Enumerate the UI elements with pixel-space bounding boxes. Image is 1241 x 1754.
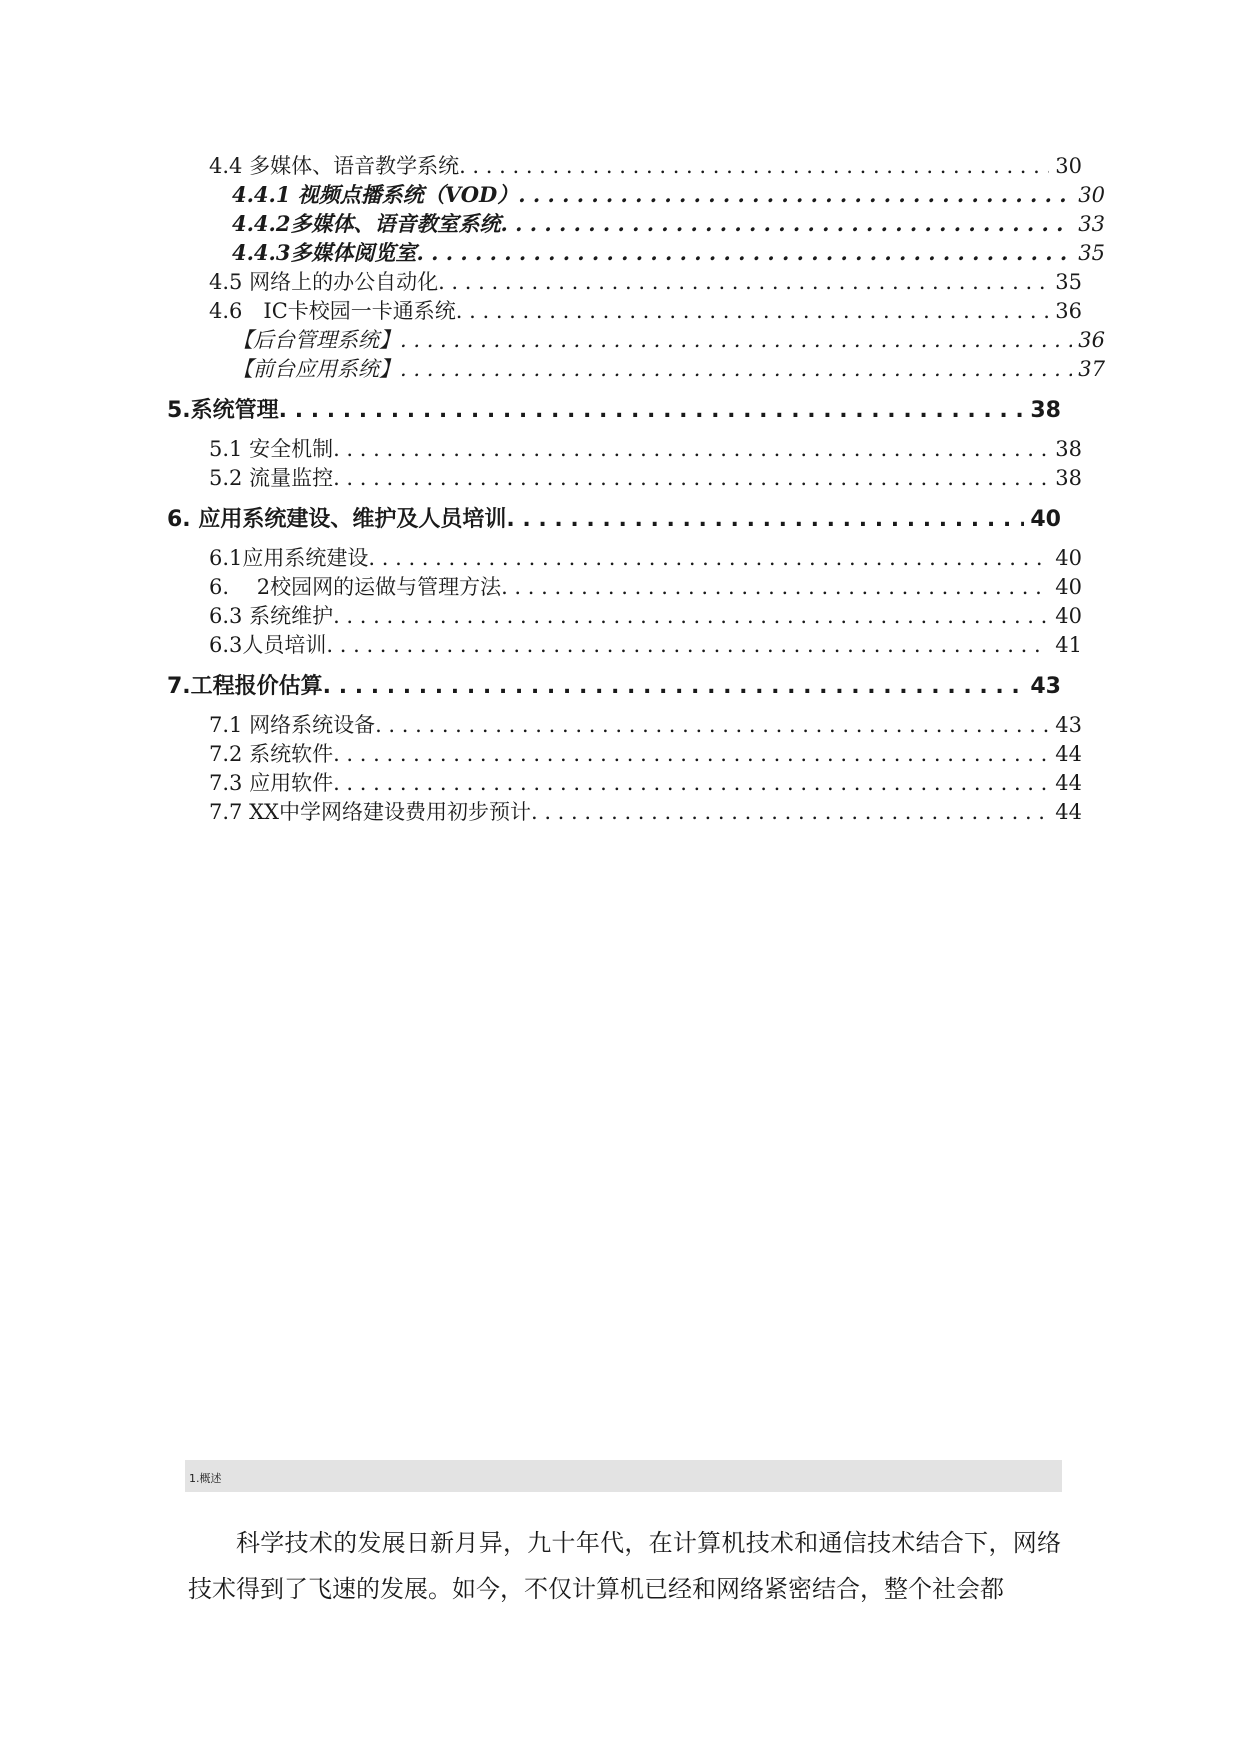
toc-leader-dots [459,154,1049,178]
toc-leader-dots [456,299,1050,323]
toc-leader-dots [333,742,1049,766]
toc-entry-title: 5.系统管理 [167,398,279,423]
toc-entry-page: 36 [1078,328,1105,352]
toc-entry[interactable] [188,150,1082,180]
toc-entry-title: 6.1应用系统建设 [209,546,369,570]
toc-leader-dots [506,507,1024,532]
toc-entry-page: 30 [1055,154,1082,178]
toc-leader-dots [416,240,1072,265]
toc-chapter[interactable] [167,502,1061,533]
toc-entry-page: 36 [1055,299,1082,323]
toc-leader-dots [333,771,1049,795]
toc-entry[interactable] [188,179,1105,209]
toc-leader-dots [438,270,1049,294]
toc-entry[interactable] [188,266,1082,296]
toc-leader-dots [368,546,1049,570]
toc-entry-page: 40 [1055,575,1082,599]
toc-entry[interactable] [188,571,1082,601]
toc-entry-page: 40 [1055,546,1082,570]
toc-leader-dots [501,575,1049,599]
toc-entry-page: 37 [1078,357,1105,381]
toc-entry[interactable] [188,237,1105,267]
toc-leader-dots [400,328,1072,352]
toc-leader-dots [323,674,1025,699]
toc-leader-dots [333,604,1049,628]
toc-entry[interactable] [188,600,1082,630]
section-heading: 1.概述 [189,1472,222,1485]
toc-entry[interactable] [188,433,1082,463]
toc-entry-title: 4.4.2多媒体、语音教室系统 [232,211,501,236]
toc-leader-dots [279,398,1025,423]
toc-entry-page: 40 [1030,507,1061,532]
toc-entry-page: 35 [1078,241,1105,265]
toc-entry-title: 7.工程报价估算 [167,674,323,699]
toc-entry-page: 33 [1078,212,1105,236]
toc-entry-title: 【后台管理系统】 [232,328,400,352]
toc-entry-title: 4.4.1 视频点播系统（VOD） [232,182,519,207]
toc-leader-dots [333,437,1049,461]
toc-entry-title: 5.2 流量监控 [209,466,334,490]
toc-entry-page: 38 [1030,398,1061,423]
toc-leader-dots [333,466,1049,490]
toc-entry-page: 38 [1055,437,1082,461]
toc-chapter[interactable] [167,393,1061,424]
toc-entry-page: 43 [1055,713,1082,737]
toc-entry-title: 4.5 网络上的办公自动化 [209,270,439,294]
toc-entry-title: 4.4.3多媒体阅览室 [232,240,417,265]
toc-entry-title: 【前台应用系统】 [232,357,400,381]
toc-entry-page: 38 [1055,466,1082,490]
toc-entry[interactable] [188,295,1082,325]
toc-entry[interactable] [188,208,1105,238]
toc-entry-page: 41 [1055,633,1082,657]
toc-entry-title: 7.1 网络系统设备 [209,713,376,737]
toc-entry-title: 7.7 XX中学网络建设费用初步预计 [209,800,531,824]
toc-entry-page: 44 [1055,800,1082,824]
toc-chapter[interactable] [167,669,1061,700]
toc-entry[interactable] [188,629,1082,659]
toc-entry[interactable] [188,542,1082,572]
toc-entry-title: 7.3 应用软件 [209,771,334,795]
toc-entry-page: 44 [1055,742,1082,766]
body-text [188,1520,1061,1612]
toc-entry[interactable] [188,324,1105,354]
toc-entry[interactable] [188,353,1105,383]
toc-entry-title: 4.4 多媒体、语音教学系统 [209,154,460,178]
toc-leader-dots [400,357,1072,381]
toc-leader-dots [500,211,1072,236]
body-paragraph: 科学技术的发展日新月异，九十年代，在计算机技术和通信技术结合下，网络技术得到了飞速的发展。如今，不仅计算机已经和网络紧密结合，整个社会都 [188,1529,1061,1603]
toc-entry-page: 44 [1055,771,1082,795]
toc-entry-title: 6.3 系统维护 [209,604,334,628]
toc-entry[interactable] [188,796,1082,826]
toc-entry-title: 6. 2校园网的运做与管理方法 [209,575,502,599]
toc-leader-dots [326,633,1049,657]
toc-entry-page: 35 [1055,270,1082,294]
toc-leader-dots [375,713,1049,737]
toc-entry[interactable] [188,462,1082,492]
toc-leader-dots [518,182,1072,207]
toc-entry-page: 30 [1078,183,1105,207]
toc-entry-title: 7.2 系统软件 [209,742,334,766]
toc-entry[interactable] [188,738,1082,768]
toc-entry-title: 5.1 安全机制 [209,437,334,461]
toc-entry-page: 40 [1055,604,1082,628]
toc-entry-title: 4.6 IC卡校园一卡通系统 [209,299,456,323]
toc-entry-page: 43 [1030,674,1061,699]
toc-leader-dots [531,800,1049,824]
toc-entry[interactable] [188,709,1082,739]
toc-entry-title: 6.3人员培训 [209,633,327,657]
section-heading-bar [185,1460,1062,1492]
toc-entry[interactable] [188,767,1082,797]
toc-entry-title: 6. 应用系统建设、维护及人员培训 [167,507,507,532]
